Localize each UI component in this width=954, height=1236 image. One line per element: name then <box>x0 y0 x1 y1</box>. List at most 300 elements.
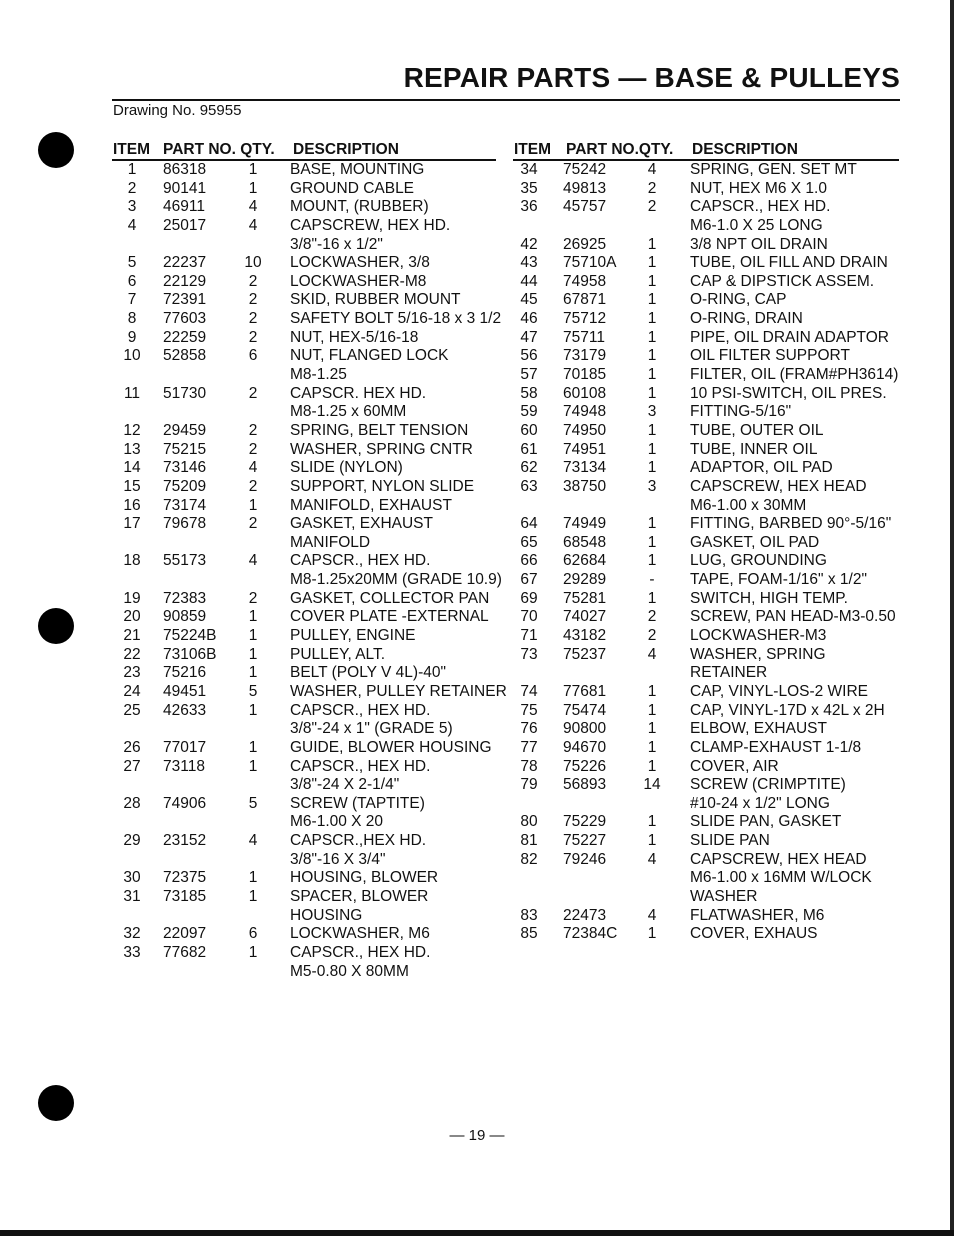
cell-qty: 14 <box>643 776 661 794</box>
table-row <box>513 291 899 310</box>
binder-hole-top <box>38 132 74 168</box>
table-row <box>112 441 496 460</box>
table-row <box>513 534 899 553</box>
cell-description: #10-24 x 1/2" LONG <box>690 794 830 812</box>
cell-description: LOCKWASHER-M8 <box>290 272 427 290</box>
cell-qty: 1 <box>248 887 258 905</box>
cell-part-no: 46911 <box>163 198 205 216</box>
table-row <box>112 907 496 926</box>
cell-qty: 1 <box>647 533 657 551</box>
table-row <box>513 608 899 627</box>
binder-hole-bottom <box>38 1085 74 1121</box>
cell-part-no: 90800 <box>563 720 607 738</box>
table-row <box>513 329 899 348</box>
cell-qty: 1 <box>647 738 657 756</box>
table-row <box>513 702 899 721</box>
cell-item: 10 <box>123 347 141 365</box>
table-row <box>513 646 899 665</box>
cell-item: 63 <box>520 477 538 495</box>
cell-item: 78 <box>520 757 538 775</box>
cell-part-no: 73174 <box>163 496 207 514</box>
cell-item: 64 <box>520 515 538 533</box>
cell-description: FITTING, BARBED 90°-5/16" <box>690 515 892 533</box>
cell-qty: 1 <box>647 757 657 775</box>
cell-item: 44 <box>520 272 538 290</box>
cell-item: 16 <box>123 496 141 514</box>
cell-item: 9 <box>127 328 137 346</box>
cell-part-no: 74948 <box>563 403 607 421</box>
table-row <box>513 217 899 236</box>
cell-qty: 1 <box>248 738 258 756</box>
table-row <box>112 664 496 683</box>
cell-description: NUT, HEX M6 X 1.0 <box>690 179 827 197</box>
cell-description: 3/8"-24 x 1" (GRADE 5) <box>290 720 453 738</box>
cell-qty: 1 <box>647 310 657 328</box>
table-row <box>513 385 899 404</box>
cell-qty: - <box>649 571 655 589</box>
cell-description: LUG, GROUNDING <box>690 552 827 570</box>
cell-description: BASE, MOUNTING <box>290 161 425 178</box>
cell-description: LOCKWASHER-M3 <box>690 627 827 645</box>
cell-description: M6-1.00 x 30MM <box>690 496 807 514</box>
cell-item: 80 <box>520 813 538 831</box>
table-row <box>513 236 899 255</box>
table-row <box>513 347 899 366</box>
cell-qty: 1 <box>647 515 657 533</box>
cell-part-no: 74906 <box>163 794 207 812</box>
cell-description: LOCKWASHER, M6 <box>290 925 430 943</box>
cell-description: CAP, VINYL-17D x 42L x 2H <box>690 701 885 719</box>
cell-qty: 1 <box>248 869 258 887</box>
table-row <box>112 180 496 199</box>
cell-description: SLIDE PAN <box>690 832 770 850</box>
cell-item: 14 <box>123 459 141 477</box>
cell-qty: 2 <box>248 421 258 439</box>
cell-description: COVER, EXHAUS <box>690 925 818 943</box>
cell-description: NUT, FLANGED LOCK <box>290 347 449 365</box>
drawing-number: Drawing No. 95955 <box>113 102 242 119</box>
table-row <box>112 310 502 329</box>
table-row <box>513 552 899 571</box>
cell-description: GASKET, OIL PAD <box>690 533 820 551</box>
table-row <box>112 236 496 255</box>
table-row <box>513 869 899 888</box>
cell-item: 15 <box>123 477 141 495</box>
cell-part-no: 73134 <box>563 459 607 477</box>
cell-part-no: 75209 <box>163 477 207 495</box>
cell-item: 36 <box>520 198 538 216</box>
table-row <box>112 888 496 907</box>
table-row <box>513 851 899 870</box>
cell-description: PIPE, OIL DRAIN ADAPTOR <box>690 328 889 346</box>
cell-qty: 1 <box>647 701 657 719</box>
table-row <box>513 925 899 944</box>
scan-edge-right <box>950 0 954 1236</box>
cell-item: 32 <box>123 925 141 943</box>
cell-item: 46 <box>520 310 538 328</box>
table-row <box>513 254 899 273</box>
cell-item: 79 <box>520 776 538 794</box>
scan-edge-bottom <box>0 1230 954 1236</box>
cell-item: 20 <box>123 608 141 626</box>
cell-part-no: 22237 <box>163 254 207 272</box>
cell-description: SCREW (TAPTITE) <box>290 794 425 812</box>
cell-qty: 1 <box>647 720 657 738</box>
cell-part-no: 29289 <box>563 571 607 589</box>
cell-qty: 1 <box>647 813 657 831</box>
cell-part-no: 56893 <box>563 776 607 794</box>
cell-description: SPRING, BELT TENSION <box>290 421 469 439</box>
table-row <box>112 478 496 497</box>
cell-description: RETAINER <box>690 664 768 682</box>
cell-qty: 1 <box>647 682 657 700</box>
cell-description: 10 PSI-SWITCH, OIL PRES. <box>690 384 887 402</box>
cell-item: 2 <box>127 179 137 197</box>
cell-qty: 2 <box>248 328 258 346</box>
cell-part-no: 77682 <box>163 943 207 961</box>
cell-item: 83 <box>520 906 538 924</box>
cell-description: SPRING, GEN. SET MT <box>690 161 857 178</box>
cell-item: 71 <box>520 627 538 645</box>
cell-part-no: 73118 <box>163 757 205 775</box>
cell-item: 69 <box>520 589 538 607</box>
cell-part-no: 55173 <box>163 552 207 570</box>
cell-qty: 1 <box>248 627 258 645</box>
cell-description: PULLEY, ALT. <box>290 645 386 663</box>
cell-description: LOCKWASHER, 3/8 <box>290 254 430 272</box>
table-row <box>513 664 899 683</box>
cell-qty: 4 <box>248 216 258 234</box>
cell-qty: 2 <box>248 384 258 402</box>
cell-item: 82 <box>520 850 538 868</box>
cell-description: MANIFOLD <box>290 533 371 551</box>
table-row <box>513 273 899 292</box>
cell-item: 26 <box>123 738 141 756</box>
table-row <box>112 646 496 665</box>
cell-item: 81 <box>520 832 538 850</box>
table-row <box>513 813 899 832</box>
cell-description: M6-1.00 X 20 <box>290 813 384 831</box>
cell-qty: 5 <box>248 682 258 700</box>
cell-item: 17 <box>123 515 141 533</box>
table-row <box>112 682 507 702</box>
table-row <box>112 776 496 795</box>
cell-qty: 4 <box>647 645 657 663</box>
cell-description: M8-1.25 x 60MM <box>290 403 407 421</box>
cell-item: 77 <box>520 738 538 756</box>
header-description: DESCRIPTION <box>293 141 399 158</box>
cell-part-no: 75216 <box>163 664 207 682</box>
cell-part-no: 43182 <box>563 627 607 645</box>
table-row <box>112 534 496 553</box>
cell-description: OIL FILTER SUPPORT <box>690 347 850 365</box>
cell-qty: 10 <box>244 254 262 272</box>
cell-item: 27 <box>123 757 141 775</box>
cell-qty: 2 <box>248 310 258 328</box>
cell-qty: 4 <box>248 832 258 850</box>
cell-description: 3/8"-16 X 3/4" <box>290 850 386 868</box>
cell-qty: 1 <box>248 645 258 663</box>
cell-item: 42 <box>520 235 538 253</box>
table-row <box>112 329 496 348</box>
table-header-left <box>112 140 496 161</box>
cell-qty: 4 <box>647 161 657 178</box>
table-row <box>513 497 899 516</box>
cell-qty: 1 <box>248 757 258 775</box>
cell-part-no: 77017 <box>163 738 207 756</box>
cell-description: WASHER <box>690 887 758 905</box>
cell-part-no: 73179 <box>563 347 607 365</box>
cell-item: 73 <box>520 645 538 663</box>
cell-part-no: 75242 <box>563 161 607 178</box>
cell-item: 47 <box>520 328 538 346</box>
cell-description: GASKET, EXHAUST <box>290 515 433 533</box>
cell-part-no: 75224B <box>163 627 217 645</box>
table-header-right <box>513 140 899 161</box>
cell-item: 4 <box>127 216 137 234</box>
cell-qty: 5 <box>248 794 258 812</box>
header-item: ITEM <box>514 141 552 158</box>
cell-description: COVER PLATE -EXTERNAL <box>290 608 489 626</box>
table-row <box>112 627 496 646</box>
table-row <box>513 366 899 385</box>
cell-part-no: 74958 <box>563 272 607 290</box>
cell-item: 22 <box>123 645 141 663</box>
cell-qty: 2 <box>248 589 258 607</box>
table-row <box>112 515 496 534</box>
cell-part-no: 22097 <box>163 925 207 943</box>
cell-part-no: 72391 <box>163 291 207 309</box>
cell-qty: 2 <box>647 179 657 197</box>
cell-item: 29 <box>123 832 141 850</box>
cell-item: 11 <box>123 384 141 402</box>
cell-item: 19 <box>123 589 141 607</box>
cell-description: CAP, VINYL-LOS-2 WIRE <box>690 682 869 700</box>
cell-item: 59 <box>520 403 538 421</box>
table-row <box>112 702 496 721</box>
cell-qty: 2 <box>248 515 258 533</box>
cell-item: 43 <box>520 254 538 272</box>
cell-description: O-RING, DRAIN <box>690 310 803 328</box>
header-part-no-qty: PART NO.QTY. <box>566 141 674 158</box>
cell-qty: 3 <box>647 403 657 421</box>
header-item: ITEM <box>113 141 151 158</box>
cell-description: TUBE, OUTER OIL <box>690 421 824 439</box>
cell-description: SCREW, PAN HEAD-M3-0.50 <box>690 608 896 626</box>
cell-part-no: 79246 <box>563 850 607 868</box>
cell-description: CAPSCREW, HEX HEAD <box>690 477 867 495</box>
cell-qty: 1 <box>647 347 657 365</box>
cell-description: SWITCH, HIGH TEMP. <box>690 589 848 607</box>
binder-hole-middle <box>38 608 74 644</box>
cell-qty: 1 <box>647 421 657 439</box>
table-row <box>513 907 899 926</box>
cell-item: 24 <box>123 682 141 700</box>
cell-description: PULLEY, ENGINE <box>290 627 416 645</box>
parts-table-left <box>112 140 507 981</box>
cell-qty: 1 <box>248 701 258 719</box>
cell-item: 35 <box>520 179 538 197</box>
cell-description: M5-0.80 X 80MM <box>290 962 409 980</box>
cell-part-no: 75215 <box>163 440 207 458</box>
table-row <box>513 571 899 590</box>
cell-description: COVER, AIR <box>690 757 779 775</box>
cell-part-no: 73146 <box>163 459 207 477</box>
table-row <box>513 590 899 609</box>
cell-part-no: 38750 <box>563 477 607 495</box>
cell-part-no: 26925 <box>563 235 607 253</box>
cell-qty: 1 <box>647 459 657 477</box>
table-row <box>513 720 899 739</box>
cell-part-no: 72383 <box>163 589 207 607</box>
cell-part-no: 67871 <box>563 291 607 309</box>
cell-part-no: 51730 <box>163 384 207 402</box>
table-row <box>513 441 899 460</box>
cell-part-no: 25017 <box>163 216 207 234</box>
cell-qty: 1 <box>647 552 657 570</box>
cell-description: O-RING, CAP <box>690 291 787 309</box>
cell-description: MOUNT, (RUBBER) <box>290 198 429 216</box>
cell-description: GASKET, COLLECTOR PAN <box>290 589 490 607</box>
cell-description: FILTER, OIL (FRAM#PH3614) <box>690 366 899 384</box>
cell-description: CAPSCR., HEX HD. <box>290 552 431 570</box>
table-row <box>513 515 899 534</box>
table-row <box>112 347 496 366</box>
cell-part-no: 75229 <box>563 813 607 831</box>
page-title: REPAIR PARTS — BASE & PULLEYS <box>403 62 900 93</box>
cell-description: SPACER, BLOWER <box>290 887 429 905</box>
cell-part-no: 75710A <box>563 254 617 272</box>
cell-qty: 1 <box>647 384 657 402</box>
table-row <box>112 422 496 441</box>
cell-qty: 2 <box>248 272 258 290</box>
table-row <box>513 310 899 329</box>
table-row <box>513 478 899 497</box>
cell-description: M6-1.0 X 25 LONG <box>690 216 823 234</box>
header-part-no-qty: PART NO. QTY. <box>163 141 275 158</box>
cell-item: 75 <box>520 701 538 719</box>
cell-description: GROUND CABLE <box>290 179 415 197</box>
table-row <box>513 776 899 795</box>
cell-qty: 1 <box>647 291 657 309</box>
cell-part-no: 42633 <box>163 701 207 719</box>
header-description: DESCRIPTION <box>692 141 798 158</box>
table-row <box>112 459 496 478</box>
table-row <box>112 254 496 273</box>
table-row <box>513 403 899 422</box>
cell-part-no: 23152 <box>163 832 207 850</box>
cell-description: ELBOW, EXHAUST <box>690 720 827 738</box>
cell-description: 3/8 NPT OIL DRAIN <box>690 235 828 253</box>
table-row <box>112 291 496 310</box>
table-row <box>513 739 899 758</box>
cell-qty: 1 <box>647 328 657 346</box>
cell-item: 18 <box>123 552 141 570</box>
cell-description: SCREW (CRIMPTITE) <box>690 776 846 794</box>
table-row <box>112 608 496 627</box>
cell-part-no: 72384C <box>563 925 618 943</box>
cell-description: CAPSCR. HEX HD. <box>290 384 427 402</box>
cell-description: HOUSING <box>290 906 363 924</box>
cell-description: FLATWASHER, M6 <box>690 906 825 924</box>
cell-description: CAPSCR., HEX HD. <box>290 943 431 961</box>
table-row <box>112 273 496 292</box>
cell-part-no: 22473 <box>563 906 607 924</box>
cell-description: CAP & DIPSTICK ASSEM. <box>690 272 875 290</box>
cell-item: 13 <box>123 440 141 458</box>
cell-description: SLIDE PAN, GASKET <box>690 813 842 831</box>
cell-description: MANIFOLD, EXHAUST <box>290 496 452 514</box>
cell-part-no: 75281 <box>563 589 607 607</box>
cell-item: 70 <box>520 608 538 626</box>
cell-part-no: 60108 <box>563 384 607 402</box>
cell-item: 66 <box>520 552 538 570</box>
cell-item: 85 <box>520 925 538 943</box>
cell-qty: 1 <box>248 179 258 197</box>
table-row <box>112 552 496 571</box>
table-row <box>112 497 496 516</box>
cell-description: WASHER, PULLEY RETAINER <box>290 682 507 700</box>
cell-part-no: 22259 <box>163 328 207 346</box>
cell-part-no: 77681 <box>563 682 607 700</box>
cell-part-no: 90141 <box>163 179 207 197</box>
table-row <box>112 832 496 851</box>
cell-part-no: 68548 <box>563 533 607 551</box>
cell-item: 1 <box>127 161 137 178</box>
cell-part-no: 79678 <box>163 515 207 533</box>
cell-item: 6 <box>127 272 137 290</box>
cell-item: 65 <box>520 533 538 551</box>
table-row <box>112 590 496 609</box>
cell-qty: 1 <box>647 589 657 607</box>
cell-part-no: 62684 <box>563 552 607 570</box>
cell-part-no: 49451 <box>163 682 207 700</box>
cell-description: GUIDE, BLOWER HOUSING <box>290 738 492 756</box>
table-row <box>513 832 899 851</box>
cell-item: 23 <box>123 664 141 682</box>
table-row <box>112 739 496 758</box>
cell-description: TUBE, OIL FILL AND DRAIN <box>690 254 888 272</box>
table-row <box>513 683 899 702</box>
table-row <box>513 161 899 180</box>
cell-qty: 1 <box>647 366 657 384</box>
cell-description: CAPSCR., HEX HD. <box>690 198 831 216</box>
cell-item: 67 <box>520 571 538 589</box>
cell-item: 31 <box>123 887 141 905</box>
cell-part-no: 90859 <box>163 608 207 626</box>
table-row <box>513 459 899 478</box>
cell-part-no: 75226 <box>563 757 607 775</box>
cell-item: 61 <box>520 440 538 458</box>
cell-item: 8 <box>127 310 137 328</box>
table-row <box>112 161 496 180</box>
cell-part-no: 29459 <box>163 421 207 439</box>
table-row <box>513 627 899 646</box>
cell-qty: 4 <box>248 552 258 570</box>
table-row <box>112 813 496 832</box>
cell-qty: 2 <box>647 198 657 216</box>
cell-item: 30 <box>123 869 141 887</box>
cell-description: CAPSCREW, HEX HD. <box>290 216 451 234</box>
cell-qty: 2 <box>647 627 657 645</box>
cell-item: 25 <box>123 701 141 719</box>
page-number: — 19 — <box>449 1127 505 1144</box>
table-row <box>112 198 496 217</box>
cell-description: SAFETY BOLT 5/16-18 x 3 1/2 <box>290 310 502 328</box>
cell-part-no: 74027 <box>563 608 607 626</box>
cell-qty: 2 <box>248 477 258 495</box>
cell-part-no: 72375 <box>163 869 207 887</box>
